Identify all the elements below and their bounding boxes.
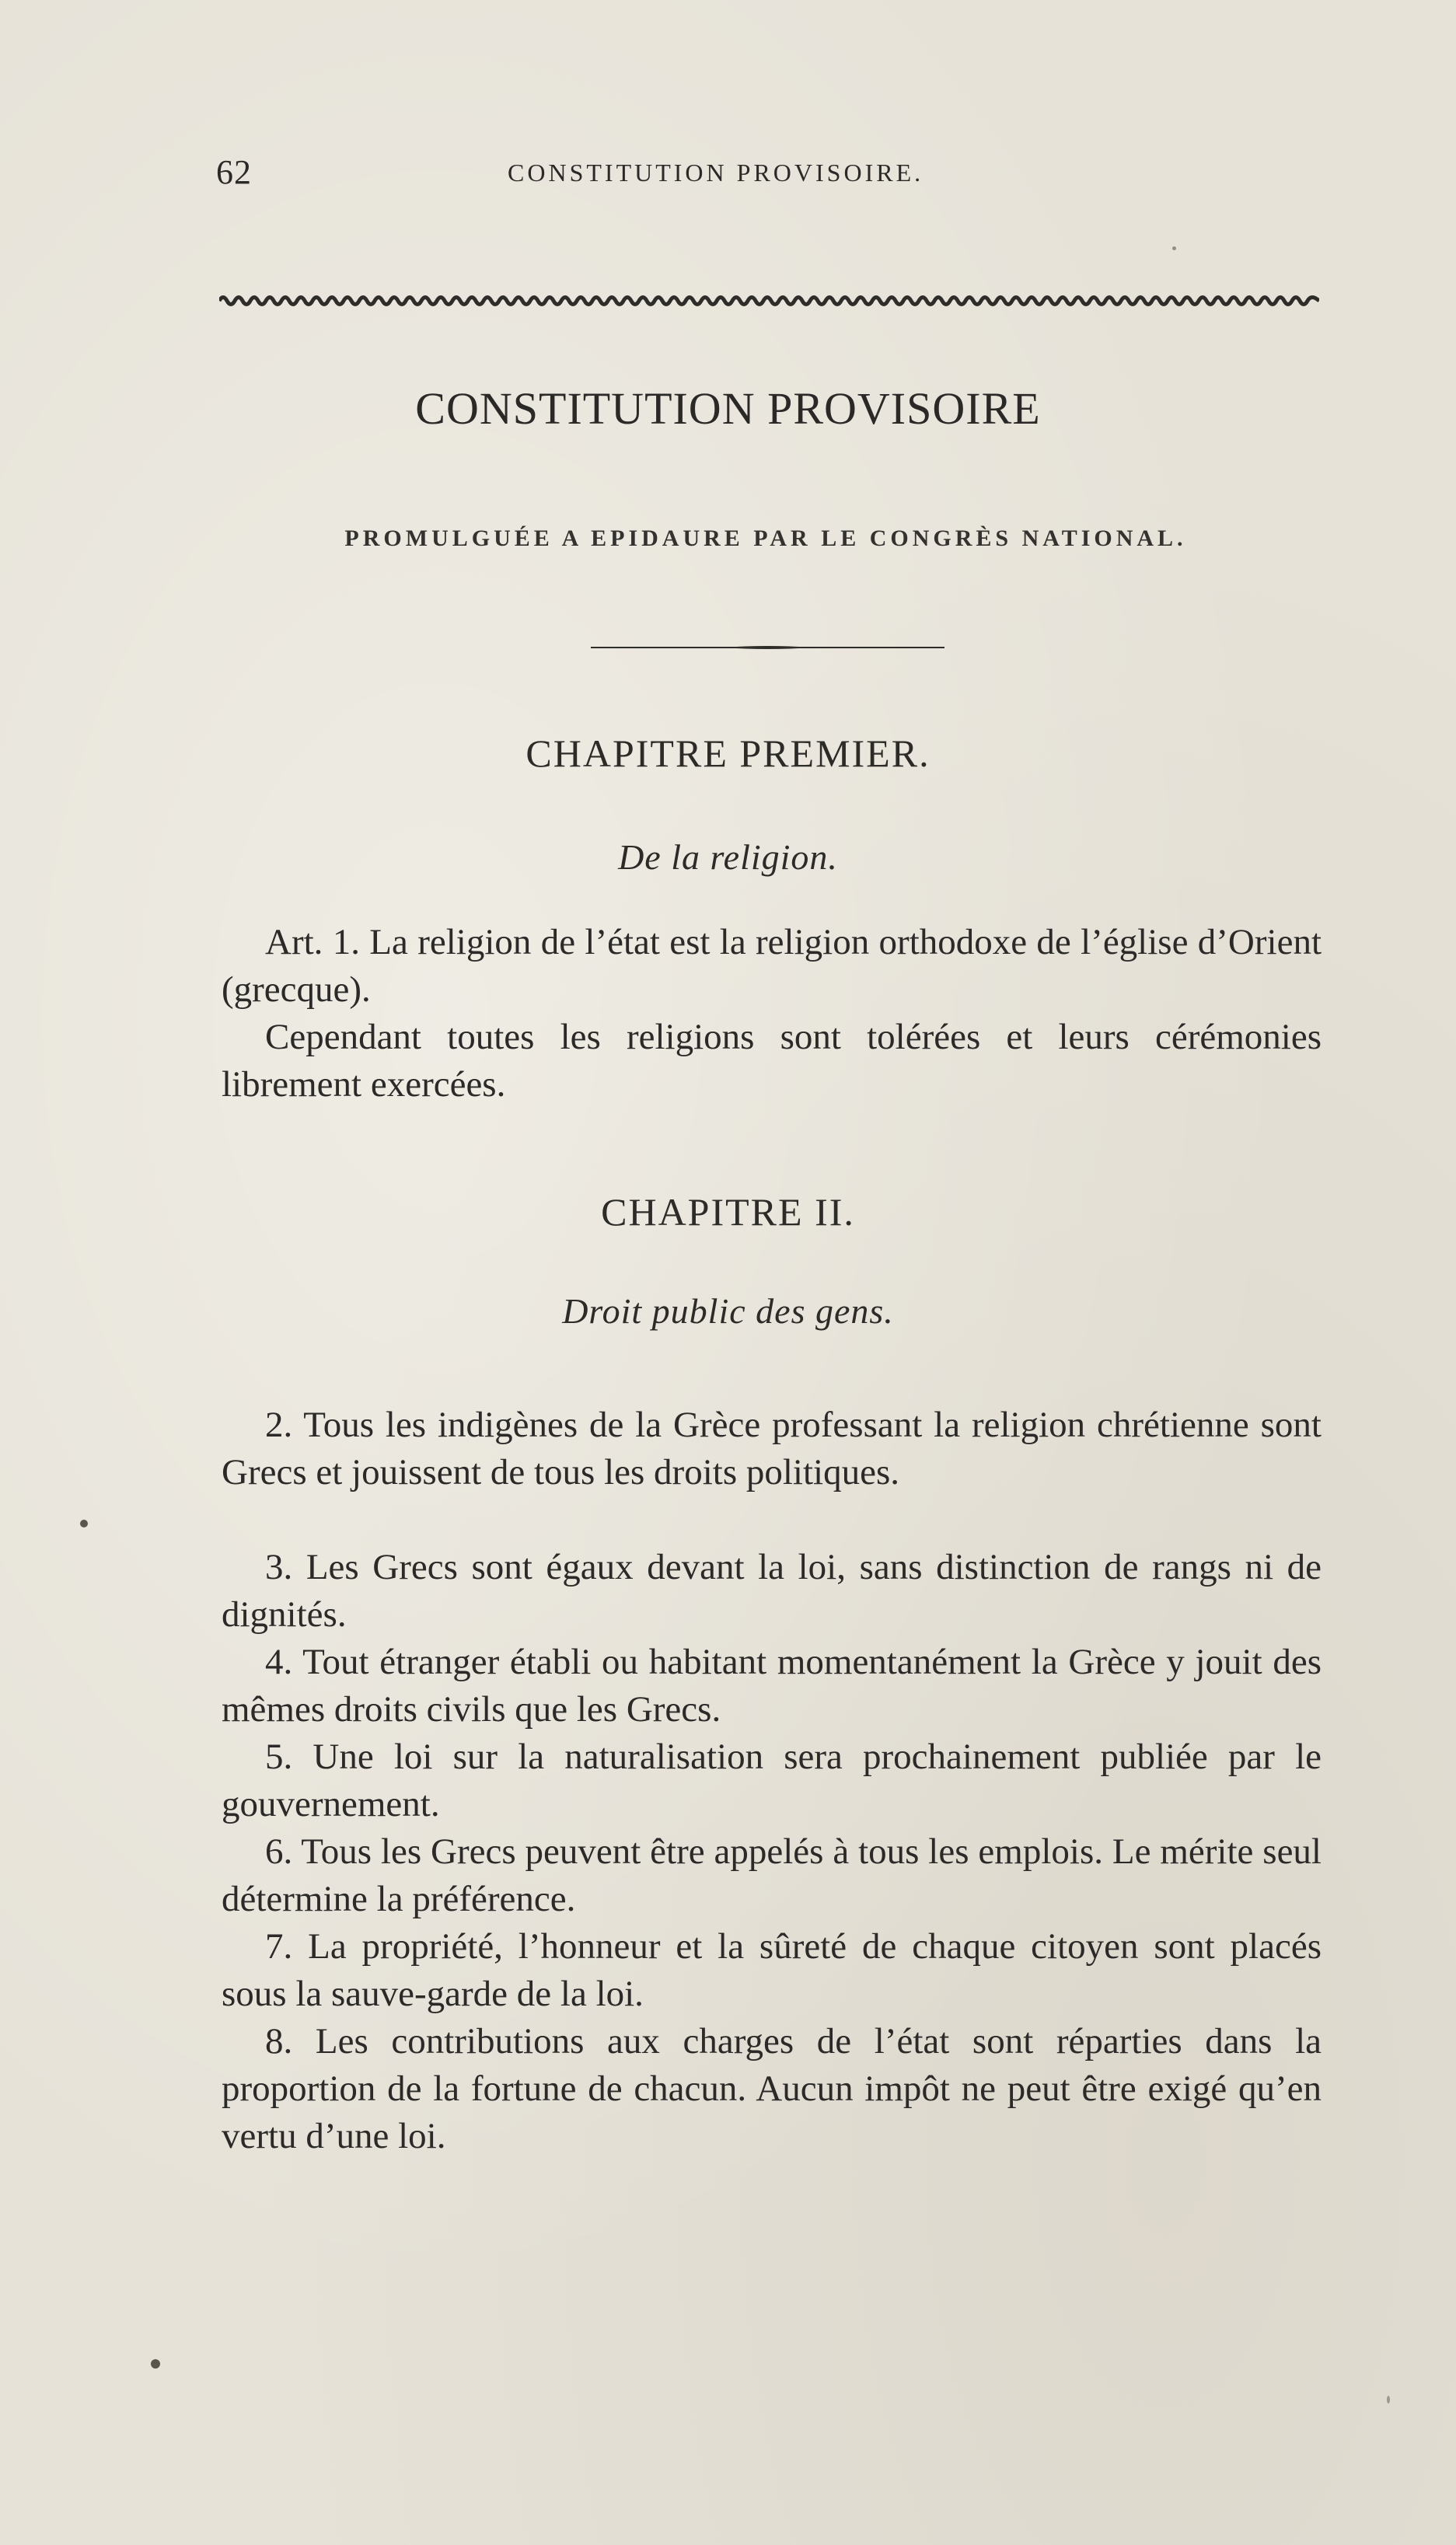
paper-speck (151, 2359, 160, 2369)
page-header (216, 152, 1320, 199)
paper-speck (1172, 246, 1176, 250)
running-title: CONSTITUTION PROVISOIRE. (508, 159, 924, 187)
chapter-heading: CHAPITRE II. (601, 1190, 855, 1234)
document-title: CONSTITUTION PROVISOIRE (415, 383, 1041, 434)
chapter-subtitle: Droit public des gens. (562, 1291, 894, 1331)
paper-speck (80, 1520, 88, 1527)
chapter-subtitle: De la religion. (618, 837, 838, 877)
ornamental-rule (219, 292, 1319, 309)
article-paragraph: 7. La propriété, l’honneur et la sûreté de chaque citoyen sont placés sous la sauve-garde de la loi. (222, 1926, 1322, 2014)
article-paragraph: 4. Tout étranger établi ou habitant momentanément la Grèce y jouit des mêmes droits civils que les Grecs. (222, 1642, 1322, 1730)
article-paragraph: 5. Une loi sur la naturalisation sera prochainement publiée par le gouvernement. (222, 1737, 1322, 1824)
page-number: 62 (216, 153, 252, 191)
paper-speck (1387, 2396, 1390, 2404)
article-paragraph: 6. Tous les Grecs peuvent être appelés à tous les emplois. Le mérite seul détermine la préférence. (222, 1831, 1322, 1919)
article-paragraph: Art. 1. La religion de l’état est la religion orthodoxe de l’église d’Orient (grecque). (222, 922, 1322, 1010)
article-paragraph: 3. Les Grecs sont égaux devant la loi, sans distinction de rangs ni de dignités. (222, 1547, 1322, 1635)
divider-rule (591, 644, 944, 651)
article-paragraph: 2. Tous les indigènes de la Grèce professant la religion chrétienne sont Grecs et jouissent de tous les droits politiques. (222, 1405, 1322, 1492)
chapter-heading: CHAPITRE PREMIER. (525, 731, 931, 775)
article-paragraph: 8. Les contributions aux charges de l’état sont réparties dans la proportion de la fortune de chacun. Aucun impôt ne peut être exigé qu’en vertu d’une loi. (222, 2021, 1322, 2156)
article-paragraph: Cependant toutes les religions sont tolérées et leurs cérémonies librement exercées. (222, 1017, 1322, 1105)
document-subtitle: PROMULGUÉE A EPIDAURE PAR LE CONGRÈS NATIONAL. (344, 525, 1187, 551)
